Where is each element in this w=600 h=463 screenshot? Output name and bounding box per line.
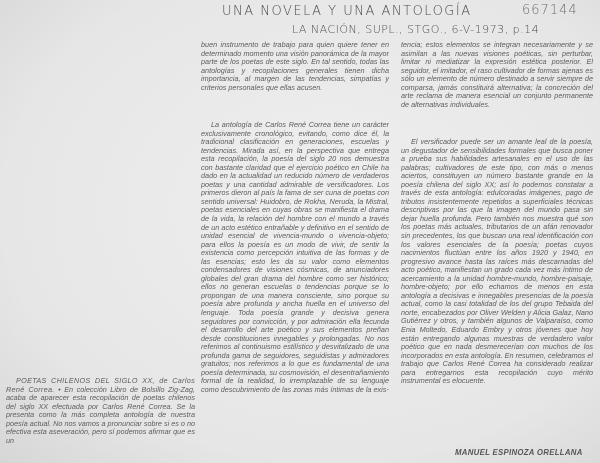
caption-text: • En colección Libro de Bolsillo Zig-Zag, acaba de aparecer esta recopilación de poetas chilenos del siglo XX efectuada por Carlos René Correa. Se la presenta como la más completa antología de nuestra poesía actual. No nos vamos a pronunciar sobre si es o no efectiva esta aseveración, pero sí podemos afirmar que es un	[6, 384, 195, 445]
paragraph: buen instrumento de trabajo para quien quiere tener en determinado momento una visión panorámica de la mayor parte de los poetas de este siglo. En tal sentido, todas las antologías y recopilaciones generales tienen dicha importancia, al margen de las tendencias, simpatías y criterios personales que ellas acusen.	[201, 41, 389, 92]
paragraph: El versificador puede ser un amante leal de la poesía, un degustador de sensibilidades formales que busca poner a prueba sus habilidades artesanales en el uso de las palabras; cultivadores de este tipo, con más o menos aciertos, constituyen un número bastante grande en la poesía chilena del siglo XX; así lo podemos constatar a través de esta antología: edulcoradas imágenes, pago de tributos insistentemente repetidos a superficiales técnicas descriptivas por las que la imagen del mundo pasa sin dejar huella profunda. Pero también nos muestra qué son los poetas más actuales, tributarios de un afán renovador sin precedentes, los que buscan una real identificación con los valores esenciales de la poesía; poetas cuyos nacimientos fluctúan entre los años 1920 y 1940, en progresivo avance hasta las raíces más descarnadas del acto poético, manifiestan un grado cada vez más íntimo de acercamiento a la unidad hombre-mundo, hombre-paisaje, hombre-objeto; por ello echamos de menos en esta antología a decisivas e innegables presencias de la poesía actual, como la casi totalidad de los del grupo Tebaida del norte, encabezados por Oliver Welden y Alicia Galaz, Nano Gutiérrez y otros, y también algunos de Valparaíso, como Enia Moltedo, Eduardo Embry y otros jóvenes que hoy están entregando algunas muestras de verdadero valor poético que en nada desmerecerían con muchos de los incorporados en esta antología. En resumen, celebramos el trabajo que Carlos René Correa ha considerado realizar para entregarnos esta recopilación cuyo mérito instrumental es elocuente.	[401, 138, 593, 386]
right-column-body	[401, 138, 593, 444]
caption-heading: POETAS CHILENOS DEL SIGLO XX, de Carlos René Correa.	[6, 377, 195, 394]
archive-number: 667144	[522, 3, 578, 18]
handwritten-title: UNA NOVELA Y UNA ANTOLOGÍA	[222, 4, 472, 19]
paragraph: La antología de Carlos René Correa tiene un carácter exclusivamente cronológico, evitando, como dice él, la tradicional clasificación en generaciones, escuelas y tendencias. Mirada así, en la perspectiva que entrega esta recopilación, la poesía del siglo 20 nos demuestra con bastante claridad que el ejercicio poético en Chile ha dado en la actualidad un reducido número de verdaderos poetas y una cantidad admirable de versificadores. Los primeros dieron al país la fama de ser cuna de poetas con sentido universal: Huidobro, de Rokha, Neruda, la Mistral, poetas esenciales en cuyas obras se manifiesta el drama de la vida, la relación del hombre con el mundo a través de un acto estético entrañable y definitivo en el sentido de unidad esencial de vivencia-mundo o vivencia-objeto; para ellos la poesía es un modo de vivir, de sentir la existencia como percepción intuitiva de las formas y de las esencias; esto les da su valor como elementos condensadores de visiones cósmicas, de anunciadores globales del gran drama del hombre como ser histórico; ellos no generan escuelas o tendencias porque se lo propongan de una manera consciente, sino porque su poesía abre profunda y ancha huella en el universo del lenguaje. Toda poesía grande y decisiva genera seguidores por convicción, y por admiración ella fecunda el desarrollo del arte poético y sus elementos preñan desde constituciones innegables y prolongadas. No nos referimos al continuismo estilístico y desvitalizado de una profunda gama de seguidores, seguidistas y admiradores gratuitos; nos referimos a lo que es fundamental de una poesía determinada, su cosmovisión, el desentrañamiento formal de la realidad, lo irremplazable de su lenguaje como descubrimiento de las zonas más íntimas de la exis-	[201, 121, 389, 394]
right-column-top	[401, 41, 593, 121]
middle-column-body	[201, 121, 389, 443]
book-caption	[6, 377, 195, 459]
paragraph: tencia; estos elementos se integran necesariamente y se asimilan a las nuevas visiones poéticas, sin perturbar, limitar ni mediatizar la expresión estética posterior. El seguidor, el imitador, el raso cultivador de formas ajenas es sólo un elemento de número destinado a servir siempre de comparsa, jamás constituirá alternativa; la concreción del arte reclama de manera esencial un conjunto permanente de alternativas individuales.	[401, 41, 593, 109]
handwritten-source: LA NACIÓN, SUPL., STGO., 6-V-1973, p.14	[292, 23, 540, 36]
middle-column-top	[201, 41, 389, 111]
author-signature: MANUEL ESPINOZA ORELLANA	[455, 448, 583, 457]
